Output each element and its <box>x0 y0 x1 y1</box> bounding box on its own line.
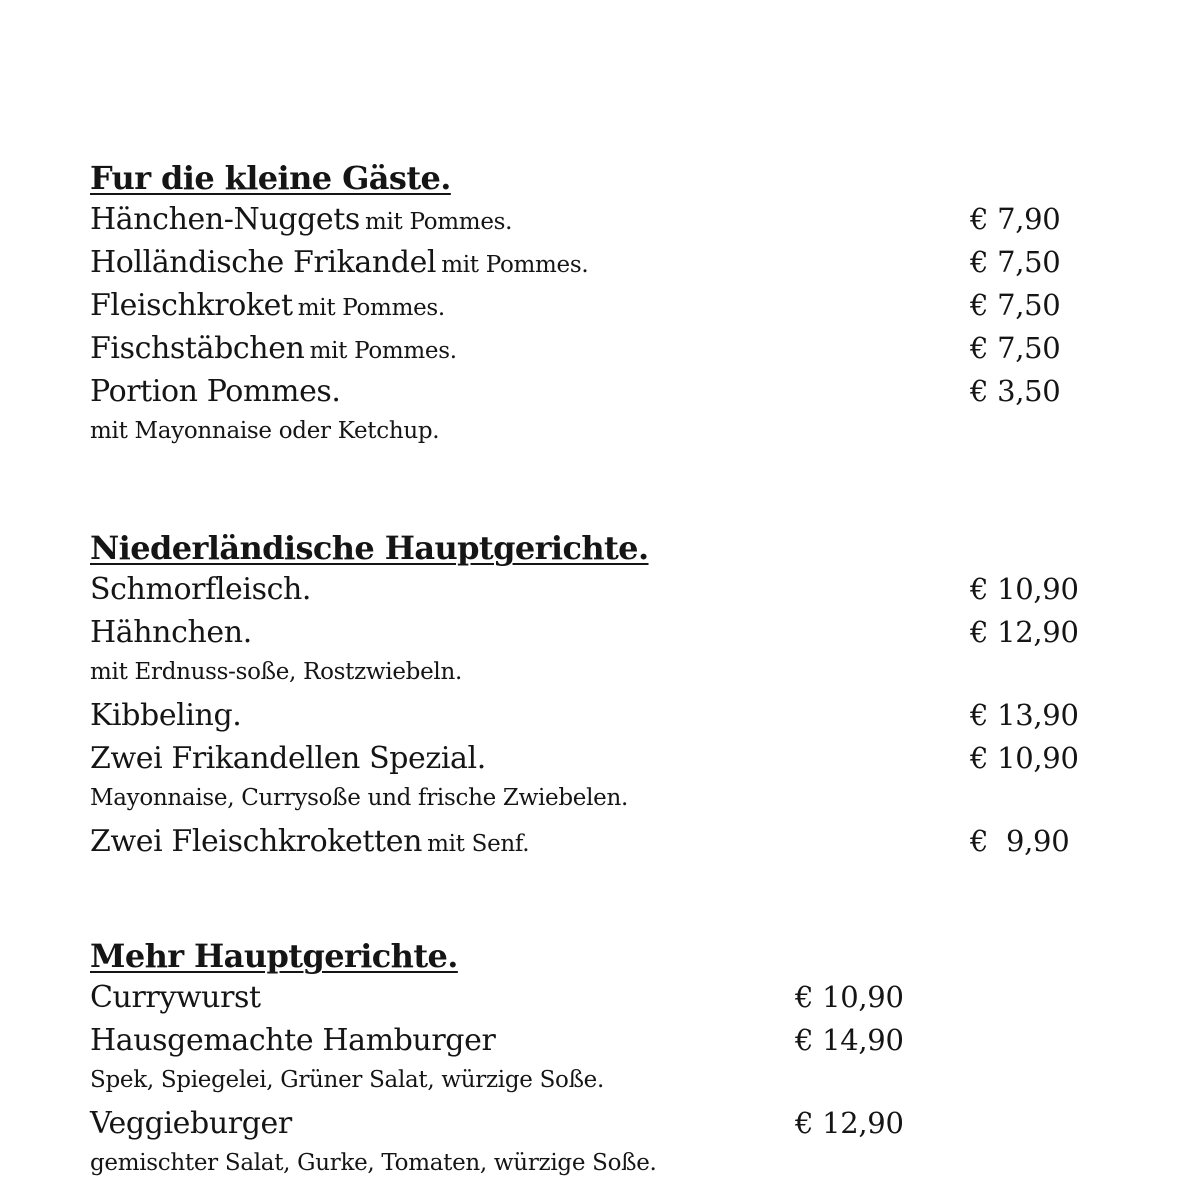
menu-item <box>90 694 1090 737</box>
section-dutch-mains <box>90 528 1090 863</box>
section-kids <box>90 158 1080 453</box>
item-name: Holländische Frikandel <box>90 245 437 280</box>
item-side: mit Pommes. <box>309 338 457 364</box>
item-price: € 10,90 <box>970 741 1079 775</box>
item-description: Spek, Spiegelei, Grüner Salat, würzige Soße. <box>90 1067 604 1093</box>
item-price: € 10,90 <box>795 980 904 1014</box>
menu-item <box>90 241 1080 284</box>
item-price: € 13,90 <box>970 698 1079 732</box>
item-name: Hänchen-Nuggets <box>90 202 360 237</box>
item-side: mit Pommes. <box>441 252 589 278</box>
item-name: Portion Pommes. <box>90 374 341 409</box>
menu-item <box>90 820 1090 863</box>
item-name: Hähnchen. <box>90 615 252 650</box>
menu-item <box>90 1019 920 1062</box>
item-name: Fleischkroket <box>90 288 293 323</box>
menu-item <box>90 327 1080 370</box>
menu-item <box>90 568 1090 611</box>
item-side: mit Senf. <box>427 831 530 857</box>
item-side: mit Pommes. <box>364 209 513 235</box>
section-title-dutch-mains: Niederländische Hauptgerichte. <box>90 529 649 567</box>
item-price: € 12,90 <box>970 615 1079 649</box>
item-price: € 7,50 <box>970 331 1061 365</box>
item-name: Schmorfleisch. <box>90 572 312 607</box>
item-description: gemischter Salat, Gurke, Tomaten, würzige Soße. <box>90 1150 657 1176</box>
item-price: € 7,90 <box>970 202 1061 236</box>
item-name: Zwei Fleischkroketten <box>90 824 422 859</box>
menu-item <box>90 976 920 1019</box>
menu-item <box>90 1102 920 1145</box>
item-name: Zwei Frikandellen Spezial. <box>90 741 486 776</box>
item-price: € 7,50 <box>970 288 1061 322</box>
item-side: mit Pommes. <box>297 295 445 321</box>
item-price: € 9,90 <box>970 824 1070 858</box>
item-description: mit Mayonnaise oder Ketchup. <box>90 418 440 444</box>
menu-item <box>90 284 1080 327</box>
section-title-kids: Fur die kleine Gäste. <box>90 159 451 197</box>
item-name: Hausgemachte Hamburger <box>90 1023 496 1058</box>
section-more-mains <box>90 936 920 1185</box>
menu-item <box>90 611 1090 654</box>
item-price: € 7,50 <box>970 245 1061 279</box>
item-description: Mayonnaise, Currysoße und frische Zwiebelen. <box>90 785 628 811</box>
item-description: mit Erdnuss-soße, Rostzwiebeln. <box>90 659 462 685</box>
item-name: Kibbeling. <box>90 698 242 733</box>
item-price: € 3,50 <box>970 374 1061 408</box>
section-title-more-mains: Mehr Hauptgerichte. <box>90 937 458 975</box>
item-name: Veggieburger <box>90 1106 292 1141</box>
item-price: € 14,90 <box>795 1023 904 1057</box>
item-price: € 10,90 <box>970 572 1079 606</box>
item-name: Fischstäbchen <box>90 331 305 366</box>
item-price: € 12,90 <box>795 1106 904 1140</box>
item-name: Currywurst <box>90 980 261 1015</box>
menu-item <box>90 198 1080 241</box>
menu-item <box>90 737 1090 780</box>
menu-item <box>90 370 1080 413</box>
